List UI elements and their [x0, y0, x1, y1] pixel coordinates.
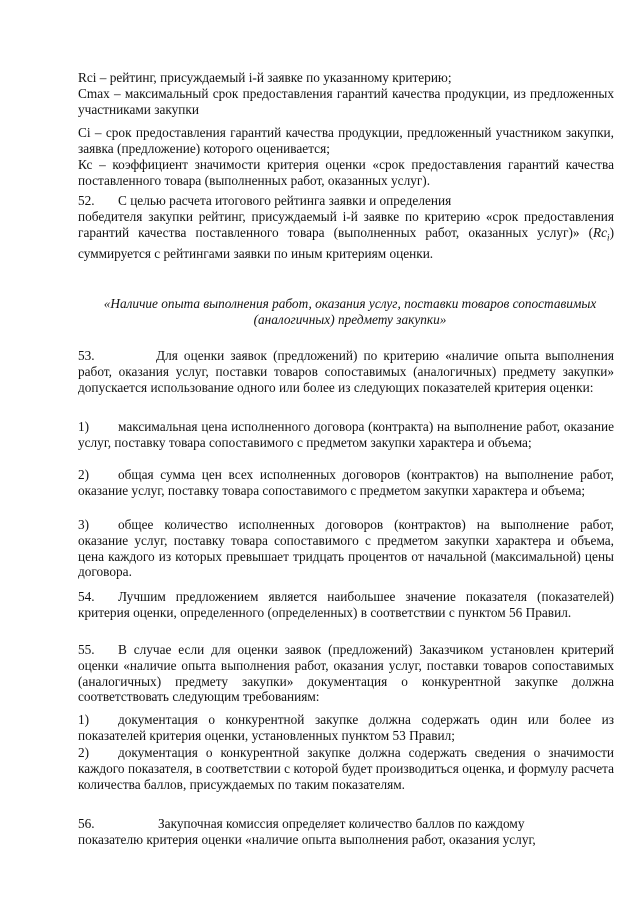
- paragraph-52-number: 52.: [78, 193, 95, 208]
- paragraph-55-number: 55.: [78, 642, 95, 657]
- list-item-number: 3): [78, 517, 90, 532]
- list-item: [78, 517, 614, 580]
- paragraph-56-first-line: [78, 816, 614, 832]
- paragraph-52-subscript: i: [607, 232, 610, 243]
- list-item-text: максимальная цена исполненного договора (контракта) на выполнение работ, оказание услуг, поставку товара сопоставимого с предметом закупки характера и объема;: [78, 419, 614, 450]
- paragraph-52-rc: Rc: [593, 224, 608, 240]
- definition-cmax: Cmax – максимальный срок предоставления гарантий качества продукции, из предложенных участниками закупки: [78, 86, 614, 117]
- paragraph-54-number: 54.: [78, 589, 95, 604]
- list-item-text: документация о конкурентной закупке должна содержать один или более из показателей критерия оценки, установленных пунктом 53 Правил;: [78, 712, 614, 743]
- paragraph-54: [78, 589, 614, 621]
- section-heading: «Наличие опыта выполнения работ, оказания услуг, поставки товаров сопоставимых (аналогичных) предмету закупки»: [103, 296, 597, 327]
- list-item: [78, 745, 614, 792]
- paragraph-52-lead: С целью расчета итогового рейтинга заявки и определения: [118, 193, 452, 208]
- definition-rci: Rci – рейтинг, присуждаемый i-й заявке по указанному критерию;: [78, 70, 452, 85]
- paragraph-52-first-line: [78, 193, 614, 209]
- list-item-number: 2): [78, 745, 90, 760]
- list-item: [78, 419, 614, 451]
- definition-kc: Кс – коэффициент значимости критерия оценки «срок предоставления гарантий качества поставленного товара (выполненных работ, оказанных услуг).: [78, 157, 614, 188]
- list-item-number: 1): [78, 419, 90, 434]
- paragraph-55-text: В случае если для оценки заявок (предложений) Заказчиком установлен критерий оценки «наличие опыта выполнения работ, оказания услуг, поставки товаров сопоставимых (аналогичных) предмету закупки» документация о конкурентной закупке должна соответствовать следующим требованиям:: [78, 642, 614, 705]
- paragraph-56-number: 56.: [78, 816, 95, 831]
- list-item: [78, 467, 614, 499]
- definition-ci: Ci – срок предоставления гарантий качества продукции, предложенный участником закупки, заявка (предложение) которого оценивается;: [78, 125, 614, 156]
- paragraph-56-lead: Закупочная комиссия определяет количество баллов по каждому: [158, 816, 525, 831]
- paragraph-53-number: 53.: [78, 348, 95, 363]
- paragraph-54-text: Лучшим предложением является наибольшее значение показателя (показателей) критерия оценки, определенного (определенных) в соответствии с пунктом 56 Правил.: [78, 589, 614, 620]
- paragraph-53-text: Для оценки заявок (предложений) по критерию «наличие опыта выполнения работ, оказания услуг, поставки товаров сопоставимых (аналогичных) предмету закупки» допускается использование одного или более из следующих показателей критерия оценки:: [78, 348, 614, 395]
- list-item: [78, 712, 614, 744]
- paragraph-53: [78, 348, 614, 395]
- list-item-text: общее количество исполненных договоров (контрактов) на выполнение работ, оказание услуг, поставку товара сопоставимого с предметом закупки характера и объема, цена каждого из которых превышает тридцать процентов от начальной (максимальной) цены договора.: [78, 517, 614, 580]
- paragraph-52-text: победителя закупки рейтинг, присуждаемый i-й заявке по критерию «срок предоставления гарантий качества поставленного товара (выполненных работ, оказанных услуг)» (: [78, 209, 614, 240]
- paragraph-52-end: ) суммируется с рейтингами заявки по иным критериям оценки.: [78, 224, 614, 262]
- list-item-text: общая сумма цен всех исполненных договоров (контрактов) на выполнение работ, оказание услуг, поставку товара сопоставимого с предметом закупки характера и объема;: [78, 467, 614, 498]
- paragraph-56-body: показателю критерия оценки «наличие опыта выполнения работ, оказания услуг,: [78, 832, 536, 847]
- paragraph-52-body: [78, 209, 614, 262]
- list-item-text: документация о конкурентной закупке должна содержать сведения о значимости каждого показателя, в соответствии с которой будет производиться оценка, и формулу расчета количества баллов, присуждаемых по таким показателям.: [78, 745, 614, 792]
- list-item-number: 2): [78, 467, 90, 482]
- paragraph-55: [78, 642, 614, 705]
- list-item-number: 1): [78, 712, 90, 727]
